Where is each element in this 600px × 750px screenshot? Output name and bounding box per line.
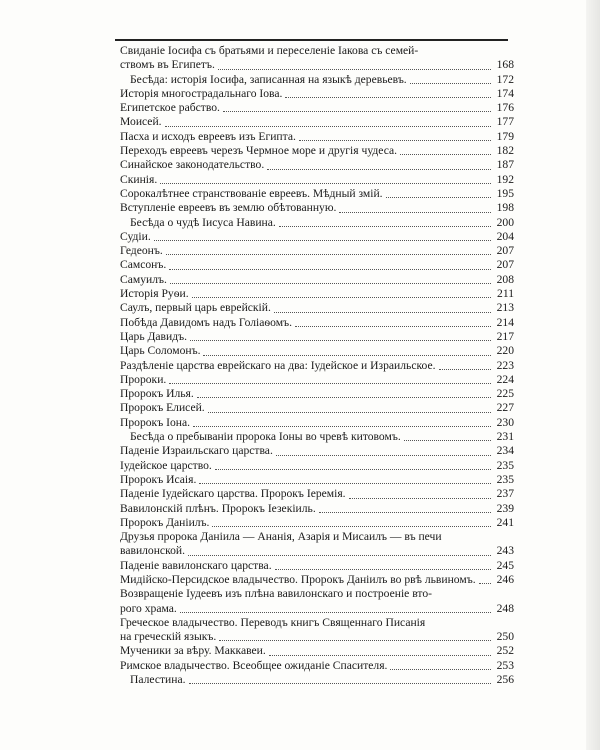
- toc-entry-title: Самуилъ.: [120, 272, 167, 286]
- toc-page-number: 204: [496, 229, 514, 243]
- toc-entry-title: Самсонъ.: [120, 258, 167, 272]
- table-of-contents: [120, 44, 514, 687]
- toc-entry-title: Синайское законодательство.: [120, 158, 265, 172]
- toc-entry: [120, 301, 514, 315]
- toc-entry-title: Паденіе Іудейскаго царства. Пророкъ Іеремія.: [120, 487, 346, 501]
- toc-entry-title: Царь Соломонъ.: [120, 344, 201, 358]
- toc-entry-title-line: Возвращеніе Іудеевъ изъ плѣна вавилонскаго и построеніе вто-: [120, 587, 432, 601]
- toc-entry-title: Переходъ евреевъ черезъ Чермное море и другія чудеса.: [120, 144, 398, 158]
- toc-entry-title: рого храма.: [120, 601, 177, 615]
- toc-entry-title: Судіи.: [120, 229, 151, 243]
- dot-leader: [190, 340, 491, 341]
- dot-leader: [154, 240, 491, 241]
- dot-leader: [276, 455, 491, 456]
- top-rule: [115, 39, 508, 41]
- toc-entry: [120, 673, 514, 687]
- dot-leader: [170, 283, 491, 284]
- dot-leader: [208, 412, 491, 413]
- toc-page-number: 252: [496, 644, 514, 658]
- toc-entry-title-line: Свиданіе Іосифа съ братьями и переселеніе Іакова съ семей-: [120, 44, 419, 57]
- toc-page-number: 208: [496, 272, 514, 286]
- toc-page-number: 177: [496, 115, 514, 129]
- toc-entry-title: Бесѣда о пребываніи пророка Іоны во чревѣ китовомъ.: [130, 430, 401, 444]
- toc-page-number: 239: [496, 501, 514, 515]
- toc-page-number: 182: [496, 144, 514, 158]
- toc-page-number: 241: [496, 515, 514, 529]
- dot-leader: [180, 612, 491, 613]
- toc-entry-title: Гедеонъ.: [120, 244, 163, 258]
- toc-entry: [120, 430, 514, 444]
- toc-entry: [120, 516, 514, 530]
- dot-leader: [295, 326, 491, 327]
- dot-leader: [319, 512, 491, 513]
- toc-entry-title: Египетское рабство.: [120, 101, 220, 115]
- toc-entry: [120, 187, 514, 201]
- dot-leader: [192, 297, 491, 298]
- toc-entry-title: Побѣда Давидомъ надъ Голіаѳомъ.: [120, 315, 292, 329]
- toc-entry: [120, 316, 514, 330]
- dot-leader: [285, 97, 491, 98]
- toc-page-number: 243: [496, 544, 514, 558]
- toc-entry: [120, 173, 514, 187]
- toc-entry: [120, 502, 514, 516]
- dot-leader: [203, 355, 491, 356]
- toc-entry-title: Сорокалѣтнее странствованіе евреевъ. Мѣдный змій.: [120, 186, 383, 200]
- toc-entry-title: Моисей.: [120, 115, 162, 129]
- toc-entry-title: Іудейское царство.: [120, 458, 212, 472]
- toc-entry-title: Саулъ, первый царь еврейскій.: [120, 301, 271, 315]
- toc-entry: [120, 659, 514, 673]
- toc-entry: [120, 487, 514, 501]
- toc-page-number: 168: [496, 58, 514, 72]
- toc-page-number: 207: [496, 258, 514, 272]
- toc-entry: [120, 230, 514, 244]
- dot-leader: [386, 197, 491, 198]
- toc-page-number: 200: [496, 215, 514, 229]
- toc-entry-title: Паденіе вавилонскаго царства.: [120, 558, 272, 572]
- toc-page-number: 223: [496, 358, 514, 372]
- toc-page-number: 227: [496, 401, 514, 415]
- toc-page-number: 237: [496, 487, 514, 501]
- dot-leader: [349, 498, 491, 499]
- toc-entry-title: Пророкъ Даніилъ.: [120, 515, 210, 529]
- toc-page-number: 230: [496, 415, 514, 429]
- toc-page-number: 225: [496, 387, 514, 401]
- toc-entry: [120, 644, 514, 658]
- toc-page-number: 250: [496, 630, 514, 644]
- dot-leader: [279, 226, 491, 227]
- dot-leader: [169, 383, 491, 384]
- dot-leader: [479, 583, 491, 584]
- toc-entry: [120, 158, 514, 172]
- toc-page-number: 172: [496, 72, 514, 86]
- toc-entry-title: Раздѣленіе царства еврейскаго на два: Іудейское и Израильское.: [120, 358, 436, 372]
- toc-page-number: 211: [497, 287, 514, 301]
- toc-page-number: 176: [496, 101, 514, 115]
- toc-page-number: 217: [496, 329, 514, 343]
- dot-leader: [400, 154, 491, 155]
- toc-entry-title: Исторія многострадальнаго Іова.: [120, 86, 283, 100]
- toc-entry-title-line: Греческое владычество. Переводъ книгъ Священнаго Писанія: [120, 615, 426, 629]
- toc-entry-title: Пророкъ Илья.: [120, 387, 194, 401]
- dot-leader: [188, 555, 491, 556]
- toc-entry-title: Мидійско-Персидское владычество. Пророкъ Даніилъ во рвѣ львиномъ.: [120, 572, 476, 586]
- toc-entry: [120, 73, 514, 87]
- toc-page-number: 256: [496, 673, 514, 687]
- toc-entry: [120, 216, 514, 230]
- toc-entry-title: Палестина.: [130, 673, 186, 687]
- toc-entry: [120, 444, 514, 458]
- toc-entry-title: Пасха и исходъ евреевъ изъ Египта.: [120, 129, 296, 143]
- toc-entry-title: Бесѣда: исторія Іосифа, записанная на языкѣ деревьевъ.: [130, 72, 407, 86]
- toc-entry-title: Паденіе Израильскаго царства.: [120, 444, 273, 458]
- toc-entry-title: Исторія Руѳи.: [120, 287, 189, 301]
- toc-entry-title: Вавилонскій плѣнъ. Пророкъ Іезекіиль.: [120, 501, 316, 515]
- toc-entry-title: Пророкъ Исаія.: [120, 472, 197, 486]
- toc-entry: [120, 530, 514, 559]
- toc-page-number: 248: [496, 601, 514, 615]
- dot-leader: [299, 140, 491, 141]
- toc-page-number: 246: [496, 572, 514, 586]
- dot-leader: [160, 183, 491, 184]
- dot-leader: [169, 269, 491, 270]
- toc-page-number: 192: [496, 172, 514, 186]
- toc-entry-title: на греческій языкъ.: [120, 630, 217, 644]
- toc-entry-title: Царь Давидъ.: [120, 329, 188, 343]
- dot-leader: [193, 426, 491, 427]
- dot-leader: [218, 69, 491, 70]
- dot-leader: [410, 83, 491, 84]
- toc-entry-title-line: Друзья пророка Даніила — Ананія, Азарія и Мисаилъ — въ печи: [120, 530, 442, 544]
- toc-entry: [120, 287, 514, 301]
- toc-page-number: 245: [496, 558, 514, 572]
- dot-leader: [199, 483, 491, 484]
- toc-entry: [120, 473, 514, 487]
- toc-page-number: 179: [496, 129, 514, 143]
- dot-leader: [223, 111, 491, 112]
- dot-leader: [212, 526, 491, 527]
- toc-entry: [120, 344, 514, 358]
- dot-leader: [439, 369, 492, 370]
- toc-entry: [120, 258, 514, 272]
- toc-entry: [120, 144, 514, 158]
- dot-leader: [274, 312, 491, 313]
- toc-page-number: 214: [496, 315, 514, 329]
- toc-page-number: 235: [496, 472, 514, 486]
- toc-entry: [120, 273, 514, 287]
- toc-entry: [120, 44, 514, 73]
- dot-leader: [390, 669, 491, 670]
- toc-entry: [120, 130, 514, 144]
- toc-page-number: 207: [496, 244, 514, 258]
- toc-entry: [120, 359, 514, 373]
- toc-entry: [120, 459, 514, 473]
- dot-leader: [404, 440, 491, 441]
- toc-entry-title: вавилонской.: [120, 544, 186, 558]
- toc-entry: [120, 587, 514, 616]
- dot-leader: [339, 212, 491, 213]
- dot-leader: [215, 469, 491, 470]
- toc-entry-title: ствомъ въ Египетъ.: [120, 58, 215, 72]
- toc-page-number: 253: [496, 658, 514, 672]
- dot-leader: [267, 169, 491, 170]
- toc-entry: [120, 330, 514, 344]
- toc-entry: [120, 559, 514, 573]
- toc-entry: [120, 387, 514, 401]
- toc-entry: [120, 87, 514, 101]
- toc-entry-title: Пророкъ Іона.: [120, 415, 190, 429]
- toc-page-number: 198: [496, 201, 514, 215]
- toc-entry: [120, 373, 514, 387]
- toc-page-number: 234: [496, 444, 514, 458]
- toc-entry-title: Вступленіе евреевъ въ землю обѣтованную.: [120, 201, 337, 215]
- toc-page-number: 213: [496, 301, 514, 315]
- toc-entry: [120, 416, 514, 430]
- toc-entry-title: Мученики за вѣру. Маккавеи.: [120, 644, 266, 658]
- page-edge-shadow: [586, 0, 600, 750]
- toc-page-number: 174: [496, 86, 514, 100]
- toc-entry-title: Пророки.: [120, 372, 167, 386]
- dot-leader: [219, 640, 491, 641]
- toc-entry: [120, 201, 514, 215]
- toc-entry: [120, 573, 514, 587]
- dot-leader: [275, 569, 491, 570]
- dot-leader: [197, 397, 491, 398]
- dot-leader: [165, 126, 491, 127]
- toc-entry-title: Пророкъ Елисей.: [120, 401, 205, 415]
- dot-leader: [189, 683, 491, 684]
- toc-entry: [120, 401, 514, 415]
- toc-entry: [120, 616, 514, 645]
- toc-page-number: 220: [496, 344, 514, 358]
- toc-entry-title: Скинія.: [120, 172, 158, 186]
- dot-leader: [166, 254, 491, 255]
- toc-entry: [120, 101, 514, 115]
- toc-page-number: 224: [496, 372, 514, 386]
- toc-page-number: 235: [496, 458, 514, 472]
- toc-page-number: 195: [496, 186, 514, 200]
- toc-entry: [120, 244, 514, 258]
- toc-page-number: 231: [496, 430, 514, 444]
- dot-leader: [269, 655, 491, 656]
- toc-entry-title: Римское владычество. Всеобщее ожиданіе Спасителя.: [120, 658, 388, 672]
- toc-entry: [120, 115, 514, 129]
- toc-entry-title: Бесѣда о чудѣ Іисуса Навина.: [130, 215, 276, 229]
- toc-page-number: 187: [496, 158, 514, 172]
